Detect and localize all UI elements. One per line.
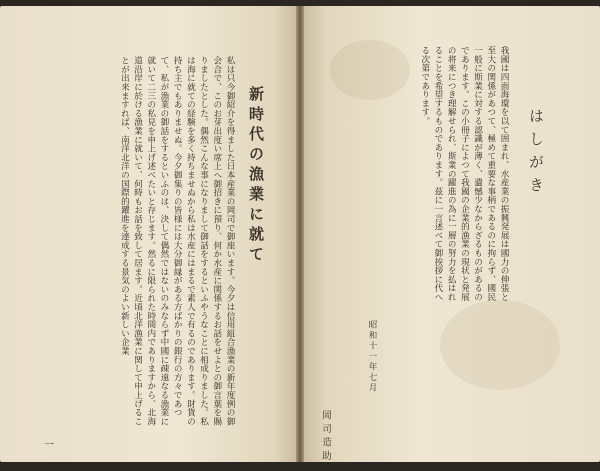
right-page-body: 我國は四面海環を以て囲まれ、水産業の振興発展は國力の伸張と至大の関係があつて、極めて重要な事柄であるのに拘らず、國民一般に斯業に対する認識が薄く、遺憾少なからざるものがあるのであります。この小冊子によつて我國の企業的漁業の現状と発展の将来につき理解せられ、斯業の躍進の為に一層の努力を払はれることを希望するものであります。茲に一言述べて御挨拶に代へる次第であります。 — [419, 46, 509, 302]
preface-date: 昭和十一年七月 — [367, 320, 377, 394]
left-page-title: 新時代の漁業に就て — [247, 86, 265, 266]
book-gutter — [296, 6, 304, 462]
preface-author: 岡司造助 — [320, 410, 331, 464]
left-page-body: 私は只今御紹介を得ました日本産業の岡司で御座います。今夕は信用組合漁業の新年度例の御会合で、このお芽出度い席上へ御招きに預り、何か水産に関係するお話をせよとの御言葉を賜りましたとした。偶然こんな事になりまして御話をするといふやうなことに相成りました。私は海に就ての経験を多く持ちませぬから私は水産にはまるで素人で有るのであります。財貨の持ち主でもありませぬ。今夕御集りの皆様には大分御縁がある方ばかりの銀行の方々であつて、私が漁業の御話をするといふのは、決して偶然ではないのみならず中國に疎遠なる漁業に就いて二三の私見を申上げ述べたいと存じます。然るに限られた時間内でありますから、北海道沿岸に於ける漁業に就いて、何時もお話を致して居ます。近頃北洋漁業に関して申上げることが出来ますれば、南洋北洋の国際的躍進を達成する景気のよい新しい企業 — [119, 56, 235, 426]
page-number: 一 — [44, 440, 54, 451]
right-page-title: はしがき — [527, 108, 545, 200]
paper-stain — [440, 300, 560, 390]
